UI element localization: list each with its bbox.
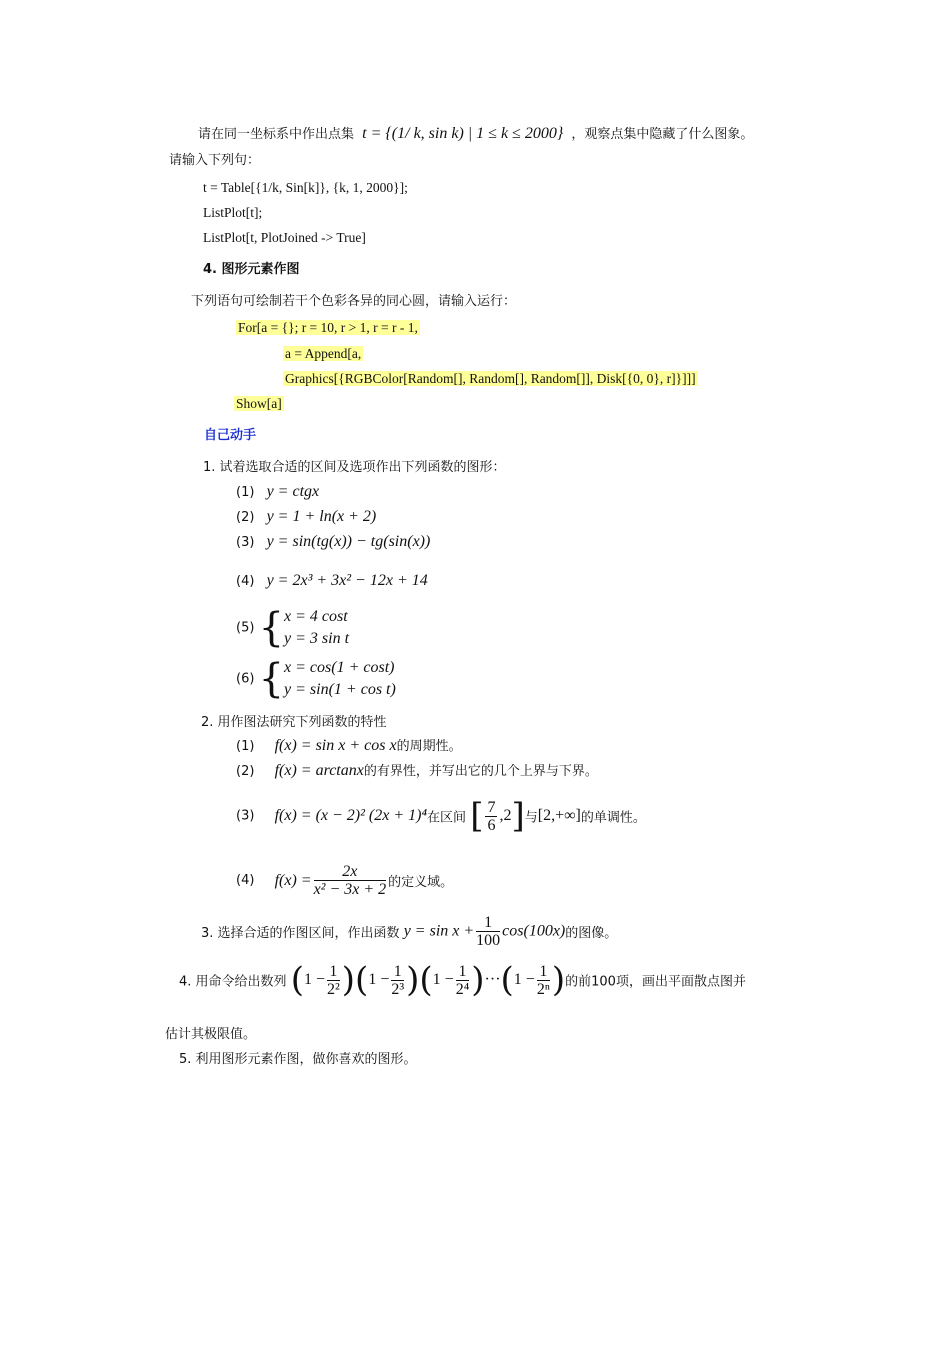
interval-end: ,2 [499, 807, 512, 824]
q4-fraction-1 [327, 963, 340, 998]
q1-item-5-line-2: y = 3 sin t [284, 630, 350, 647]
q1-item-4-num: (4) [236, 574, 255, 589]
left-brace-5: { [258, 605, 285, 651]
q2-item-4-numerator: 2x [314, 863, 387, 881]
highlighted-code-text-2: a = Append[a, [285, 346, 362, 361]
q2-item-2 [236, 761, 598, 782]
q4-paren-close-2: ) [406, 960, 420, 1000]
q1-item-1-num: (1) [236, 485, 255, 500]
q1-item-1-expr: y = ctgx [266, 483, 320, 500]
q3-fraction [476, 914, 500, 949]
q4-text-before: 4. 用命令给出数列 [179, 974, 287, 990]
q2-item-4-denominator: x² − 3x + 2 [313, 881, 387, 898]
q2-item-2-expr: f(x) = arctanx [274, 762, 364, 779]
highlighted-code-text-3: Graphics[{RGBColor[Random[], Random[], Random[]], Disk[{0, 0}, r]}]]] [285, 371, 696, 386]
interval-right-bracket: ] [511, 796, 525, 836]
q4-frac-den-4: 2ⁿ [536, 980, 550, 998]
intro-text-after: ，观察点集中隐藏了什么图象。 [571, 127, 754, 142]
q1-item-6-line-1: x = cos(1 + cost) [284, 659, 395, 676]
q4-frac-den-3: 2⁴ [455, 980, 470, 998]
q4-paren-open-3: ( [419, 960, 433, 1000]
q4-paren-open-1: ( [290, 960, 304, 1000]
code-line-2: ListPlot[t]; [203, 205, 263, 220]
q2-title: 2. 用作图法研究下列函数的特性 [201, 715, 387, 730]
q3-line [201, 914, 617, 949]
q4-continuation: 估计其极限值。 [165, 1027, 257, 1042]
q2-item-3-text-1: 在区间 [427, 810, 467, 826]
q2-item-3 [236, 796, 646, 836]
q1-item-6-system [284, 657, 396, 701]
q1-item-3-expr: y = sin(tg(x)) − tg(sin(x)) [266, 533, 431, 550]
highlighted-code-4 [234, 394, 284, 414]
q1-item-6-line-2: y = sin(1 + cos t) [284, 681, 396, 698]
q5-line: 5. 利用图形元素作图，做你喜欢的图形。 [179, 1052, 417, 1067]
q2-item-4-expr: f(x) = [274, 871, 312, 889]
q1-item-4 [236, 571, 428, 592]
q1-item-6 [236, 656, 396, 702]
q1-item-5-num: (5) [236, 620, 255, 636]
exercise-heading: 自己动手 [204, 428, 257, 443]
q2-item-4 [236, 863, 453, 898]
q1-item-3-num: (3) [236, 535, 255, 550]
q3-text-after: 的图像。 [565, 926, 618, 941]
q4-factor-prefix-4: 1 − [513, 971, 535, 988]
interval-2: [2,+∞] [537, 807, 581, 824]
q2-item-2-num: (2) [236, 764, 255, 779]
q4-factor-prefix-1: 1 − [303, 971, 325, 988]
interval-denominator: 6 [487, 816, 496, 834]
q3-frac-denominator: 100 [476, 932, 501, 949]
q2-item-4-num: (4) [236, 873, 255, 888]
q4-dots: ··· [484, 971, 501, 988]
q1-title: 1. 试着选取合适的区间及选项作出下列函数的图形： [203, 460, 506, 475]
q1-item-2-expr: y = 1 + ln(x + 2) [266, 508, 377, 525]
highlighted-code-text-4: Show[a] [236, 396, 282, 411]
section-4-heading: 4. 图形元素作图 [203, 262, 300, 277]
q4-paren-close-4: ) [551, 960, 566, 1000]
highlighted-code-2 [283, 344, 363, 364]
q1-item-5-system [284, 606, 349, 650]
q4-frac-num-2: 1 [391, 963, 404, 981]
q1-item-5-line-1: x = 4 cost [284, 608, 348, 625]
intro-text-before: 请在同一坐标系中作出点集 [198, 127, 355, 142]
q2-item-1-num: (1) [236, 739, 255, 754]
q2-item-3-text-3: 的单调性。 [580, 810, 646, 826]
point-set-expression: t = {(1/ k, sin k) | 1 ≤ k ≤ 2000} [362, 125, 564, 142]
q1-item-5 [236, 605, 349, 651]
q2-item-4-fraction [314, 863, 387, 898]
q4-line [179, 960, 746, 1000]
code-line-1: t = Table[{1/k, Sin[k]}, {k, 1, 2000}]; [203, 180, 408, 195]
q1-item-6-num: (6) [236, 671, 255, 687]
interval-numerator: 7 [487, 798, 496, 816]
q1-item-2 [236, 507, 376, 528]
q2-item-2-text: 的有界性，并写出它的几个上界与下界。 [363, 764, 598, 779]
q4-frac-num-3: 1 [456, 963, 470, 981]
q4-frac-num-1: 1 [327, 963, 340, 981]
q4-factor-prefix-3: 1 − [432, 971, 454, 988]
input-prompt: 请输入下列句： [169, 153, 261, 168]
q1-item-1 [236, 482, 319, 503]
code-line-3: ListPlot[t, PlotJoined -> True] [203, 230, 366, 245]
q3-expr-left: y = sin x + [403, 922, 475, 940]
q3-expr-right: cos(100x) [502, 922, 566, 940]
q2-item-3-expr: f(x) = (x − 2)² (2x + 1)⁴ [274, 807, 428, 824]
q2-item-1-expr: f(x) = sin x + cos x [274, 737, 397, 754]
highlighted-code-1 [236, 318, 420, 338]
q3-text-before: 3. 选择合适的作图区间，作出函数 [201, 926, 400, 941]
q2-item-1-text: 的周期性。 [396, 739, 462, 754]
interval-left-bracket: [ [470, 796, 484, 836]
q2-item-3-text-2: 与 [524, 810, 538, 826]
q1-item-3 [236, 532, 430, 553]
q4-paren-open-4: ( [500, 960, 514, 1000]
q3-frac-numerator: 1 [476, 914, 500, 932]
q4-paren-close-3: ) [471, 960, 485, 1000]
highlighted-code-text-1: For[a = {}; r = 10, r > 1, r = r - 1, [238, 320, 418, 335]
q4-frac-num-4: 1 [537, 963, 550, 981]
section-4-description: 下列语句可绘制若干个色彩各异的同心圆，请输入运行： [191, 294, 517, 309]
q4-paren-open-2: ( [355, 960, 369, 1000]
q2-item-1 [236, 736, 462, 757]
q4-fraction-3 [456, 963, 470, 998]
q1-item-2-num: (2) [236, 510, 255, 525]
q2-item-4-text: 的定义域。 [388, 875, 454, 890]
q4-paren-close-1: ) [341, 960, 356, 1000]
intro-line [198, 124, 753, 145]
q4-text-after: 的前100项，画出平面散点图并 [565, 974, 746, 990]
highlighted-code-3 [283, 369, 698, 389]
q2-item-3-num: (3) [236, 808, 255, 824]
q4-frac-den-2: 2³ [391, 980, 405, 998]
q1-item-4-expr: y = 2x³ + 3x² − 12x + 14 [266, 572, 428, 589]
q4-frac-den-1: 2² [326, 980, 340, 998]
q4-fraction-2 [391, 963, 404, 998]
interval-fraction [485, 799, 497, 834]
q4-fraction-4 [537, 963, 550, 998]
left-brace-6: { [258, 656, 285, 702]
q4-factor-prefix-2: 1 − [368, 971, 390, 988]
